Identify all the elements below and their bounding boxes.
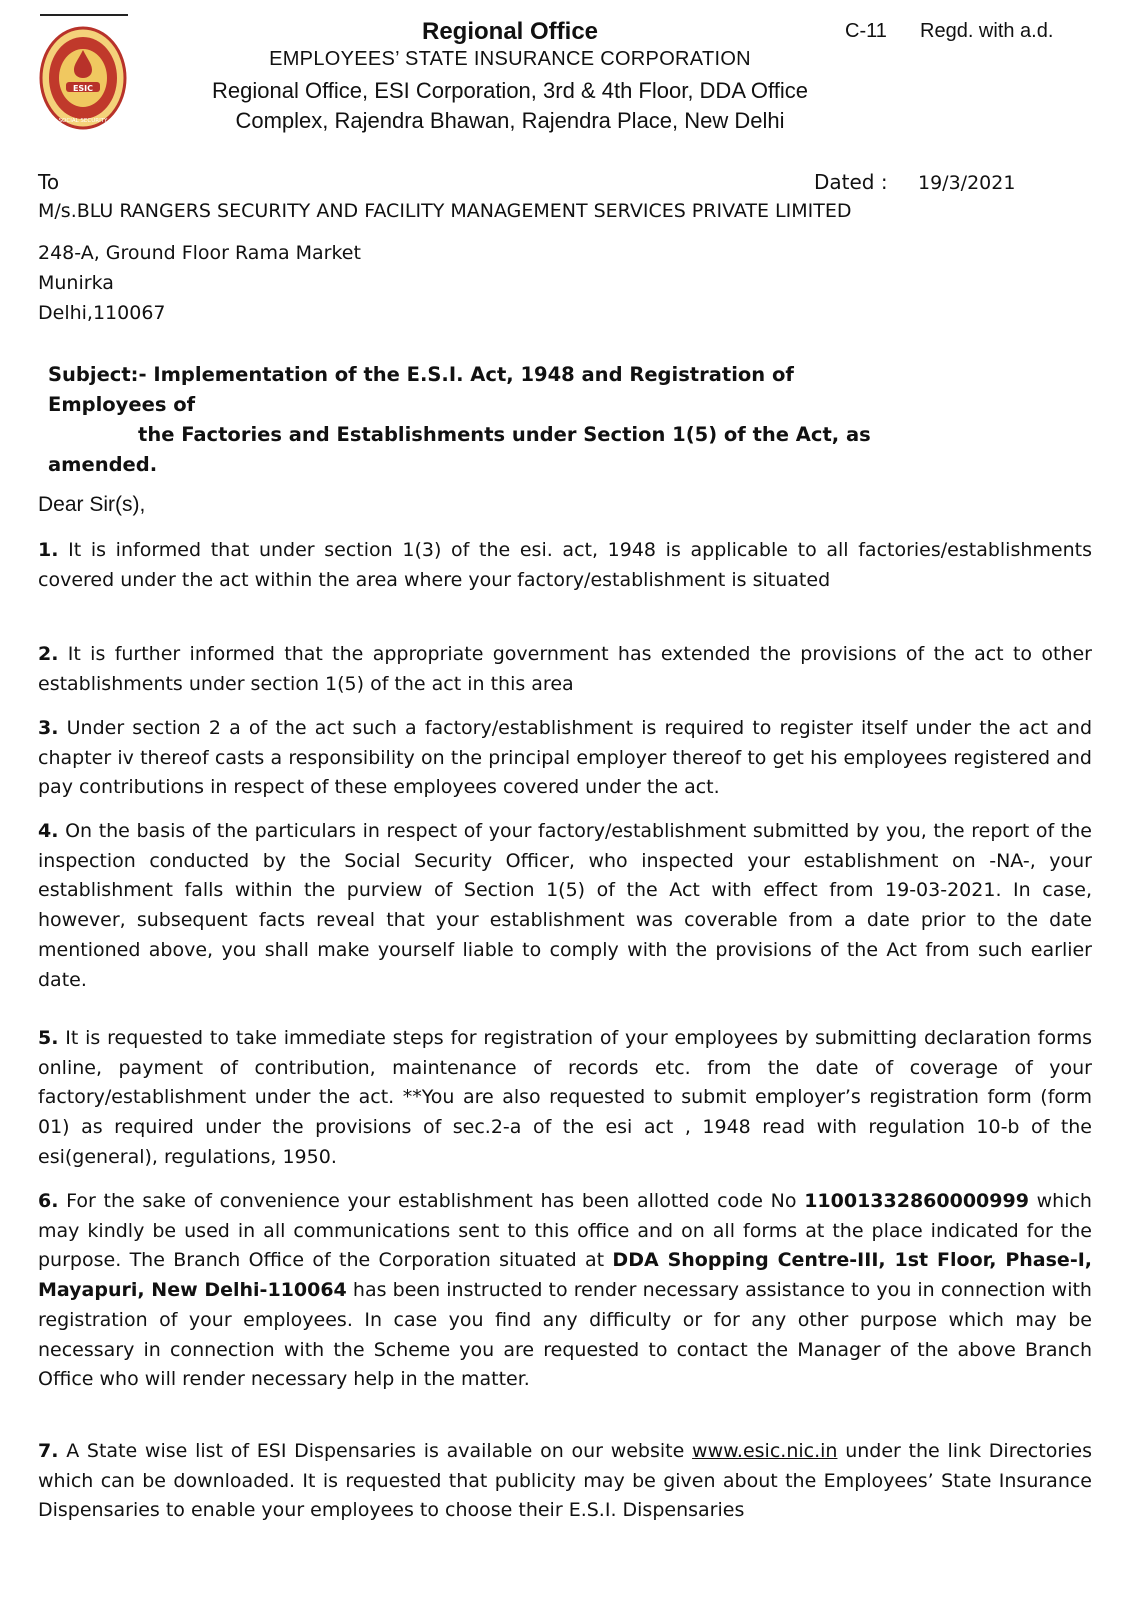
svg-text:SOCIAL SECURITY: SOCIAL SECURITY	[58, 118, 108, 124]
paragraph-text: under the link Directories which can be downloaded. It is requested that publicity may be given about the Employees’ State Insurance Dispensaries to enable your employees to choose their E.S.I. Dispensaries	[38, 1440, 1092, 1522]
office-address-line1: Regional Office, ESI Corporation, 3rd & 4th Floor, DDA Office	[212, 78, 808, 103]
office-title: Regional Office	[421, 18, 599, 45]
paragraph-1	[38, 536, 1092, 595]
paragraph-text: It is further informed that the appropriate government has extended the provisions of the act to other establishments under section 1(5) of the act in this area	[38, 643, 1092, 695]
branch-office-address: DDA Shopping Centre-III, 1st Floor, Phase-I, Mayapuri, New Delhi-110064	[38, 1249, 1092, 1302]
dated-value: 19/3/2021	[918, 172, 1016, 194]
paragraph-4	[38, 817, 1092, 995]
subject-line: amended.	[48, 453, 158, 476]
corporation-name: EMPLOYEES’ STATE INSURANCE CORPORATION	[269, 48, 751, 70]
paragraph-6	[38, 1187, 1092, 1395]
paragraph-3	[38, 714, 1092, 803]
paragraph-text: It is informed that under section 1(3) of the esi. act, 1948 is applicable to all factories/establishments covered under the act within the area where your factory/establishment is situated	[38, 539, 1092, 591]
salutation: Dear Sir(s),	[38, 493, 146, 516]
paragraph-text: which may kindly be used in all communications sent to this office and on all forms at the place indicated for the purpose. The Branch Office of the Corporation situated at	[38, 1190, 1092, 1272]
paragraph-7	[38, 1437, 1092, 1526]
paragraph-text: For the sake of convenience your establishment has been allotted code No	[66, 1190, 797, 1212]
address-line: Delhi,110067	[38, 302, 166, 324]
subject-line: the Factories and Establishments under Section 1(5) of the Act, as	[138, 423, 871, 446]
esic-logo	[38, 20, 128, 130]
dated-label: Dated :	[814, 170, 888, 194]
paragraph-number: 3.	[38, 717, 59, 739]
regd-note: Regd. with a.d.	[920, 20, 1054, 42]
paragraph-text: It is requested to take immediate steps for registration of your employees by submitting declaration forms online, payment of contribution, maintenance of records etc. from the date of coverage of your factory/establishment under the act. **You are also requested to submit employer’s registration form (form 01) as required under the provisions of sec.2-a of the esi act , 1948 read with regulation 10-b of the esi(general), regulations, 1950.	[38, 1027, 1093, 1168]
office-address-line2: Complex, Rajendra Bhawan, Rajendra Place, New Delhi	[235, 108, 785, 133]
subject	[48, 360, 908, 480]
subject-line: Subject:- Implementation of the E.S.I. Act, 1948 and Registration of Employees of	[48, 363, 794, 416]
to-label: To	[38, 170, 60, 194]
paragraph-number: 5.	[38, 1027, 59, 1049]
form-code: C-11	[845, 20, 887, 42]
paragraph-number: 6.	[38, 1190, 59, 1212]
address-line: 248-A, Ground Floor Rama Market	[38, 242, 361, 264]
paragraph-2	[38, 640, 1092, 699]
paragraph-text: On the basis of the particulars in respect of your factory/establishment submitted by you, the report of the inspection conducted by the Social Security Officer, who inspected your establishment on -NA-, your establishment falls within the purview of Section 1(5) of the Act with effect from 19-03-2021. In case, however, subsequent facts reveal that your establishment was coverable from a date prior to the date mentioned above, you shall make yourself liable to comply with the provisions of the Act from such earlier date.	[38, 820, 1092, 991]
paragraph-text: A State wise list of ESI Dispensaries is available on our website	[66, 1440, 685, 1462]
employer-code: 11001332860000999	[804, 1190, 1029, 1212]
paragraph-number: 1.	[38, 539, 59, 561]
svg-text:ESIC: ESIC	[72, 84, 94, 93]
top-rule	[40, 14, 128, 16]
paragraph-number: 2.	[38, 643, 59, 665]
paragraph-5	[38, 1024, 1092, 1173]
paragraph-text: Under section 2 a of the act such a factory/establishment is required to register itself under the act and chapter iv thereof casts a responsibility on the principal employer thereof to get his employees registered and pay contributions in respect of these employees covered under the act.	[38, 717, 1092, 799]
website-link[interactable]: www.esic.nic.in	[692, 1440, 838, 1462]
address-line: Munirka	[38, 272, 114, 294]
paragraph-number: 7.	[38, 1440, 59, 1462]
addressee-name: M/s.BLU RANGERS SECURITY AND FACILITY MANAGEMENT SERVICES PRIVATE LIMITED	[38, 200, 852, 222]
paragraph-number: 4.	[38, 820, 59, 842]
paragraph-text: has been instructed to render necessary assistance to you in connection with registration of your employees. In case you find any difficulty or for any other purpose which may be necessary in connection with the Scheme you are requested to contact the Manager of the above Branch Office who will render necessary help in the matter.	[38, 1279, 1092, 1391]
